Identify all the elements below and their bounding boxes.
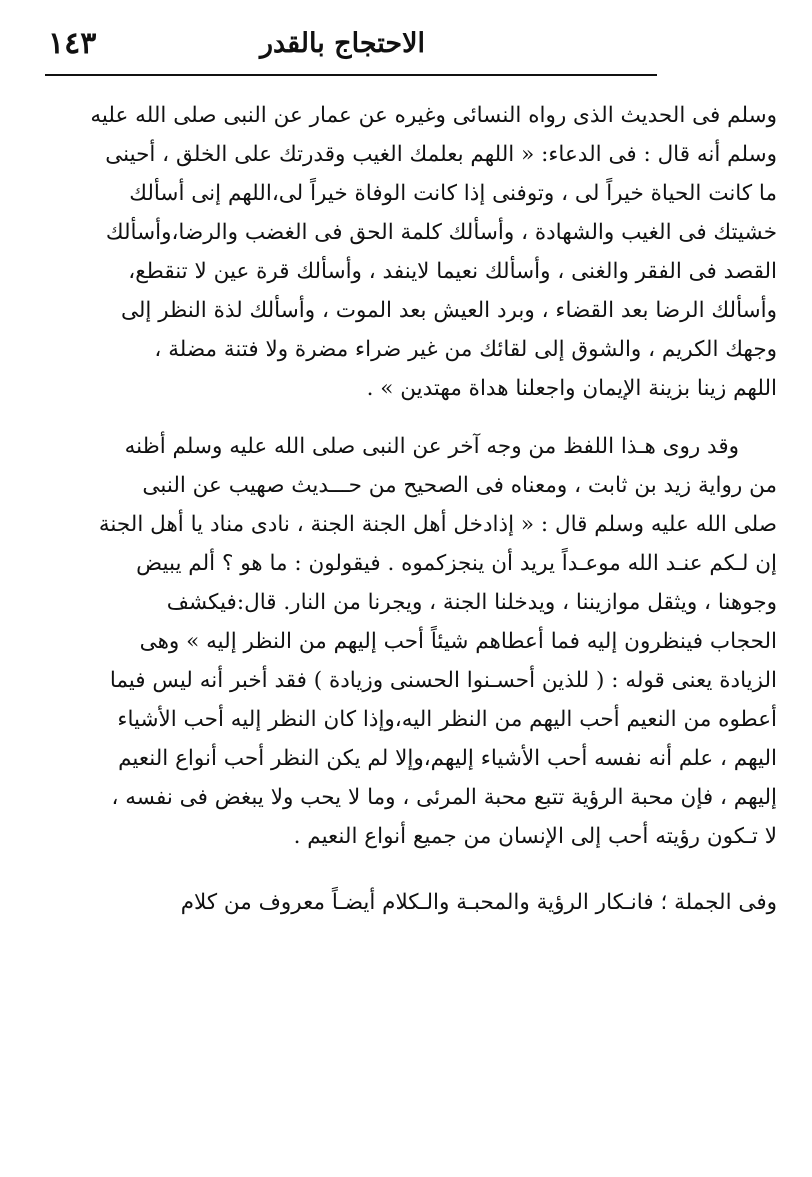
text-line: من رواية زيد بن ثابت ، ومعناه فى الصحيح من حـــديث صهيب عن النبى bbox=[142, 473, 777, 498]
text-line: ما كانت الحياة خيراً لى ، وتوفنى إذا كانت الوفاة خيراً لى،اللهم إنى أسألك bbox=[129, 181, 777, 206]
text-line: وسلم أنه قال : فى الدعاء: « اللهم بعلمك الغيب وقدرتك على الخلق ، أحينى bbox=[105, 142, 777, 167]
text-line: إليهم ، فإن محبة الرؤية تتبع محبة المرئى ، وما لا يحب ولا يبغض فى نفسه ، bbox=[111, 785, 777, 810]
text-line: لا تـكون رؤيته أحب إلى الإنسان من جميع أنواع النعيم . bbox=[293, 824, 777, 849]
text-line: إن لـكم عنـد الله موعـداً يريد أن ينجزكموه . فيقولون : ما هو ؟ ألم يبيض bbox=[136, 551, 777, 576]
paragraph-2 bbox=[27, 427, 777, 856]
text-line: وفى الجملة ؛ فانـكار الرؤية والمحبـة والـكلام أيضـاً معروف من كلام bbox=[180, 890, 777, 915]
text-line: صلى الله عليه وسلم قال : « إذادخل أهل الجنة الجنة ، نادى مناد يا أهل الجنة bbox=[98, 512, 777, 537]
paragraph-3 bbox=[27, 883, 777, 922]
text-line: أعطوه من النعيم أحب اليهم من النظر اليه،وإذا كان النظر إليه أحب الأشياء bbox=[117, 707, 777, 732]
page-number: ١٤٣ bbox=[48, 26, 97, 61]
text-line: الزيادة يعنى قوله : ( للذين أحسـنوا الحسنى وزيادة ) فقد أخبر أنه ليس فيما bbox=[109, 668, 777, 693]
paragraph-1 bbox=[27, 96, 777, 408]
text-line: القصد فى الفقر والغنى ، وأسألك نعيما لاينفد ، وأسألك قرة عين لا تنقطع، bbox=[128, 259, 777, 284]
text-line: وجهك الكريم ، والشوق إلى لقائك من غير ضراء مضرة ولا فتنة مضلة ، bbox=[154, 337, 777, 362]
text-line: خشيتك فى الغيب والشهادة ، وأسألك كلمة الحق فى الغضب والرضا،وأسألك bbox=[105, 220, 777, 245]
header-rule bbox=[45, 74, 657, 76]
body-text bbox=[27, 96, 777, 922]
text-line: وسلم فى الحديث الذى رواه النسائى وغيره عن عمار عن النبى صلى الله عليه bbox=[90, 103, 777, 128]
text-line: وجوهنا ، ويثقل موازيننا ، ويدخلنا الجنة ، ويجرنا من النار. قال:فيكشف bbox=[166, 590, 777, 615]
text-line: الحجاب فينظرون إليه فما أعطاهم شيئاً أحب إليهم من النظر إليه » وهى bbox=[139, 629, 777, 654]
running-header bbox=[40, 20, 655, 70]
text-line: اليهم ، علم أنه نفسه أحب الأشياء إليهم،وإلا لم يكن النظر أحب أنواع النعيم bbox=[118, 746, 777, 771]
running-title: الاحتجاج بالقدر bbox=[259, 28, 425, 59]
text-line: وقد روى هـذا اللفظ من وجه آخر عن النبى صلى الله عليه وسلم أظنه bbox=[124, 434, 739, 459]
text-line: اللهم زينا بزينة الإيمان واجعلنا هداة مهتدين » . bbox=[366, 376, 777, 401]
text-line: وأسألك الرضا بعد القضاء ، وبرد العيش بعد الموت ، وأسألك لذة النظر إلى bbox=[120, 298, 777, 323]
